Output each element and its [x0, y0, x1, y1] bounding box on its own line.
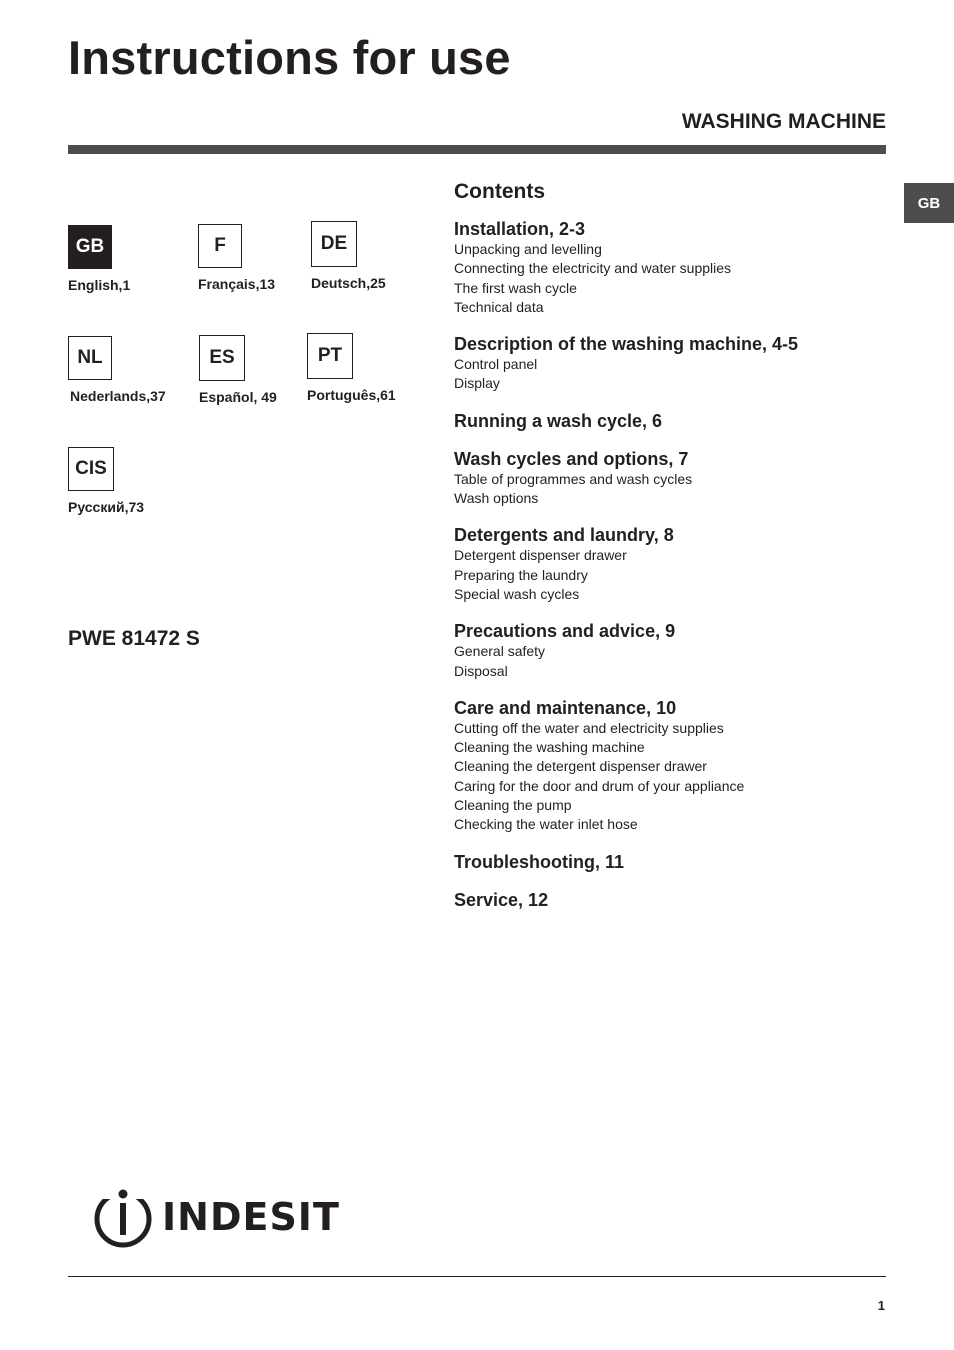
language-code: NL [68, 336, 112, 380]
contents-heading: Contents [454, 180, 545, 203]
language-code: PT [307, 333, 353, 379]
language-label: Deutsch,25 [311, 275, 386, 291]
toc-section-title[interactable]: Installation, 2-3 [454, 219, 586, 239]
toc-item[interactable]: Cleaning the detergent dispenser drawer [454, 758, 707, 775]
toc-section-title[interactable]: Care and maintenance, 10 [454, 697, 677, 718]
toc-section [454, 218, 894, 317]
toc-section-title[interactable]: Troubleshooting, 11 [454, 851, 625, 872]
toc-section-title[interactable]: Precautions and advice, 9 [454, 621, 676, 642]
toc-item[interactable]: The first wash cycle [454, 279, 577, 296]
toc-item[interactable]: Cutting off the water and electricity supplies [454, 719, 724, 736]
language-gb[interactable] [68, 225, 130, 293]
toc-section [454, 889, 894, 911]
language-code: ES [199, 335, 245, 381]
toc-section-title[interactable]: Running a wash cycle, 6 [454, 410, 663, 431]
language-label: English,1 [68, 277, 131, 293]
toc-item[interactable]: Disposal [454, 662, 508, 679]
toc-item[interactable]: Wash options [454, 490, 539, 507]
toc-item[interactable]: Table of programmes and wash cycles [454, 470, 693, 487]
language-cis[interactable] [68, 447, 144, 515]
language-label: Русский,73 [68, 499, 145, 515]
toc-item[interactable]: Control panel [454, 356, 538, 373]
language-label: Español, 49 [199, 389, 277, 405]
toc-item[interactable]: Cleaning the pump [454, 797, 572, 814]
brand-name: INDESIT [162, 1195, 340, 1239]
toc-item[interactable]: Cleaning the washing machine [454, 739, 645, 756]
toc-item[interactable]: Connecting the electricity and water supplies [454, 260, 732, 277]
toc-item[interactable]: General safety [454, 643, 546, 660]
toc-section [454, 448, 894, 509]
language-de[interactable] [311, 221, 386, 291]
language-f[interactable] [198, 224, 275, 292]
indesit-logo-icon [92, 1186, 154, 1248]
language-label: Français,13 [198, 276, 276, 292]
model-number: PWE 81472 S [68, 627, 200, 650]
toc-item[interactable]: Checking the water inlet hose [454, 816, 638, 833]
language-nl[interactable] [68, 336, 166, 404]
language-code: F [198, 224, 242, 268]
table-of-contents [454, 180, 894, 927]
language-es[interactable] [199, 335, 277, 405]
header-divider [68, 145, 886, 154]
language-label: Português,61 [307, 387, 396, 403]
product-type: WASHING MACHINE [681, 110, 886, 133]
page-number: 1 [877, 1298, 885, 1313]
toc-item[interactable]: Special wash cycles [454, 585, 580, 602]
language-code: CIS [68, 447, 114, 491]
language-label: Nederlands,37 [70, 388, 166, 404]
language-code: GB [68, 225, 112, 269]
toc-section-title[interactable]: Detergents and laundry, 8 [454, 525, 674, 546]
toc-section [454, 524, 894, 604]
brand-logo [92, 1186, 340, 1248]
toc-section [454, 851, 894, 873]
toc-section [454, 410, 894, 432]
language-side-tab[interactable]: GB [904, 183, 954, 223]
toc-section [454, 697, 894, 835]
language-pt[interactable] [307, 333, 396, 403]
toc-section-title[interactable]: Wash cycles and options, 7 [454, 448, 689, 469]
toc-section-title[interactable]: Service, 12 [454, 889, 549, 910]
toc-item[interactable]: Caring for the door and drum of your appliance [454, 777, 745, 794]
toc-section [454, 620, 894, 681]
toc-item[interactable]: Display [454, 375, 500, 392]
footer-divider [68, 1276, 886, 1277]
language-code: DE [311, 221, 357, 267]
toc-section-title[interactable]: Description of the washing machine, 4-5 [454, 334, 799, 355]
page-title: Instructions for use [68, 31, 511, 84]
toc-item[interactable]: Unpacking and levelling [454, 241, 602, 257]
toc-item[interactable]: Preparing the laundry [454, 566, 588, 583]
toc-section [454, 333, 894, 394]
toc-item[interactable]: Detergent dispenser drawer [454, 547, 627, 564]
toc-item[interactable]: Technical data [454, 298, 544, 315]
